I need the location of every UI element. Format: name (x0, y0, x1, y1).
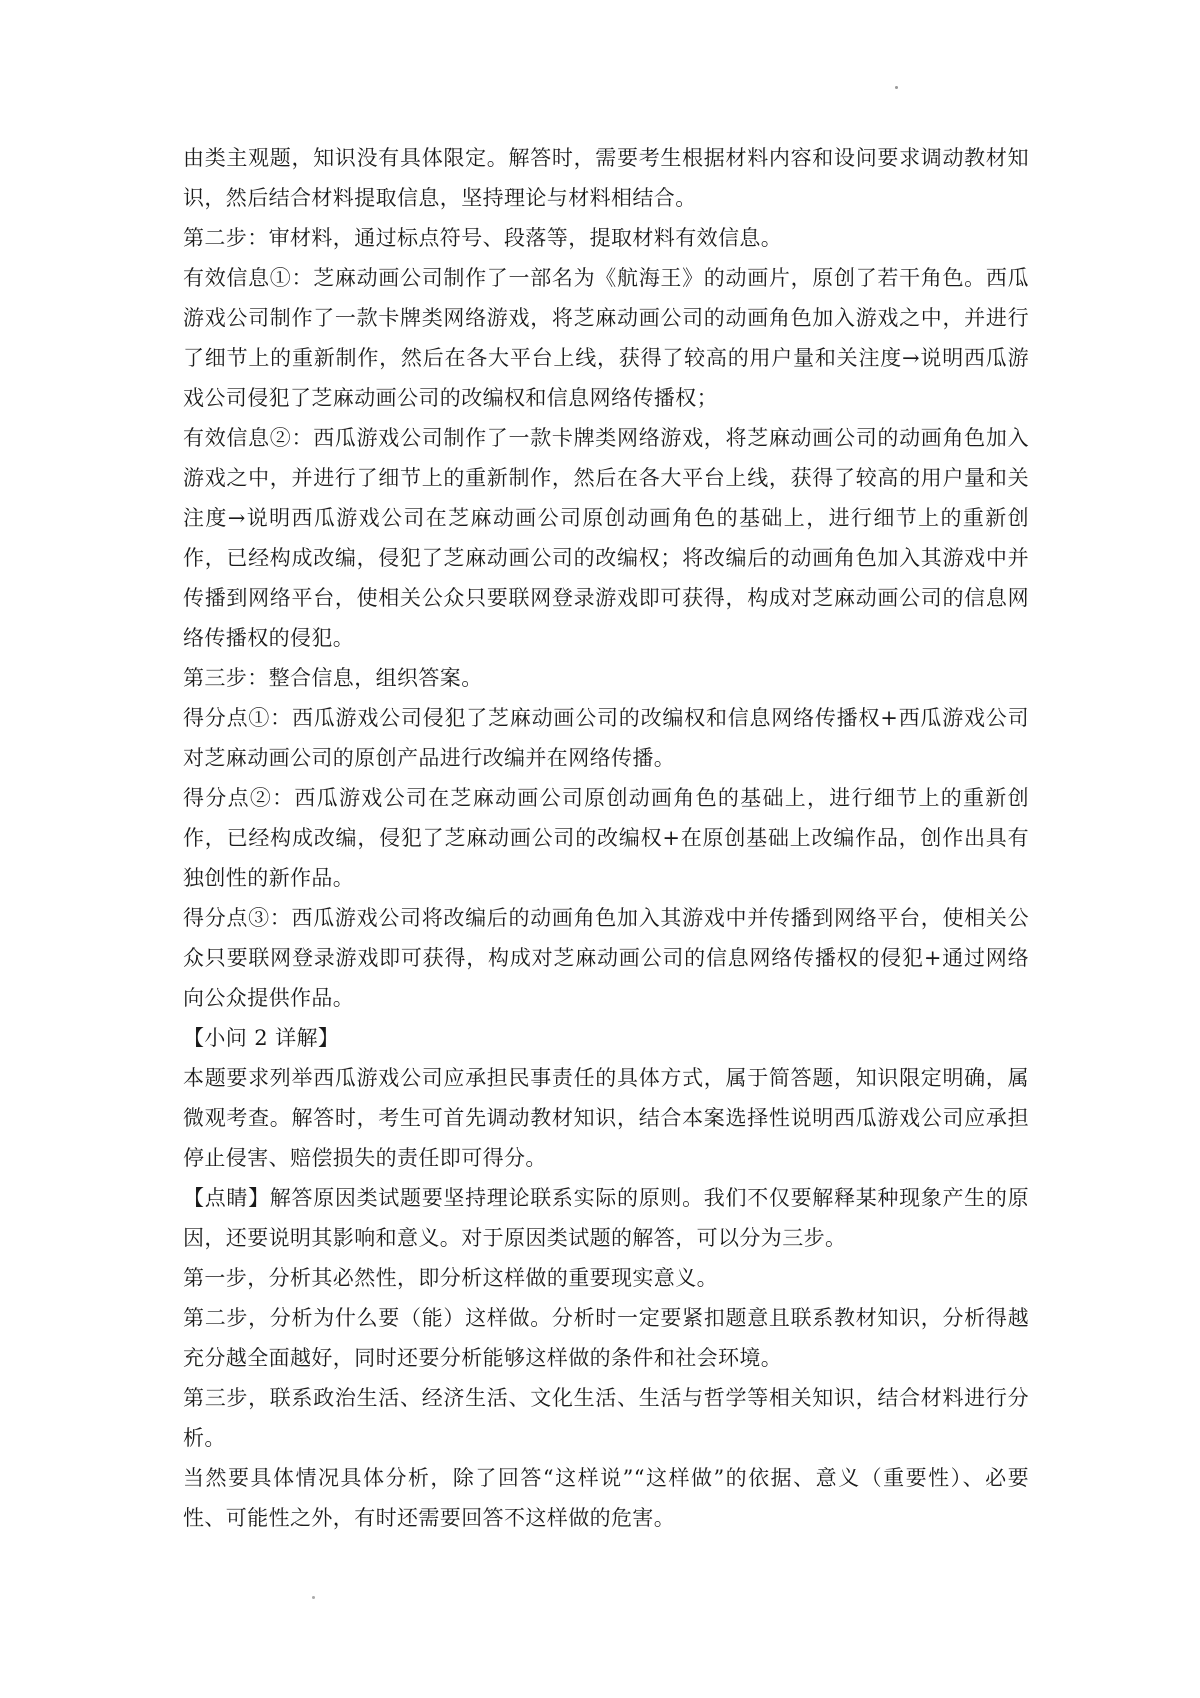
paragraph-key-point: 【点睛】解答原因类试题要坚持理论联系实际的原则。我们不仅要解释某种现象产生的原因，还要说明其影响和意义。对于原因类试题的解答，可以分为三步。 (183, 1186, 1029, 1250)
paragraph-intro-continued: 由类主观题，知识没有具体限定。解答时，需要考生根据材料内容和设问要求调动教材知识，然后结合材料提取信息，坚持理论与材料相结合。 (183, 146, 1029, 210)
document-body (183, 138, 1029, 1538)
paragraph-method-step-3: 第三步，联系政治生活、经济生活、文化生活、生活与哲学等相关知识，结合材料进行分析。 (183, 1386, 1029, 1450)
paragraph-step-three: 第三步：整合信息，组织答案。 (183, 666, 483, 690)
paragraph-question-2-detail: 本题要求列举西瓜游戏公司应承担民事责任的具体方式，属于简答题，知识限定明确，属微观考查。解答时，考生可首先调动教材知识，结合本案选择性说明西瓜游戏公司应承担停止侵害、赔偿损失的责任即可得分。 (183, 1066, 1029, 1170)
paragraph-info-2: 有效信息②：西瓜游戏公司制作了一款卡牌类网络游戏，将芝麻动画公司的动画角色加入游戏之中，并进行了细节上的重新制作，然后在各大平台上线，获得了较高的用户量和关注度→说明西瓜游戏公司在芝麻动画公司原创动画角色的基础上，进行细节上的重新创作，已经构成改编，侵犯了芝麻动画公司的改编权；将改编后的动画角色加入其游戏中并传播到网络平台，使相关公众只要联网登录游戏即可获得，构成对芝麻动画公司的信息网络传播权的侵犯。 (183, 426, 1029, 650)
paragraph-score-1: 得分点①：西瓜游戏公司侵犯了芝麻动画公司的改编权和信息网络传播权+西瓜游戏公司对芝麻动画公司的原创产品进行改编并在网络传播。 (183, 706, 1029, 770)
paragraph-score-3: 得分点③：西瓜游戏公司将改编后的动画角色加入其游戏中并传播到网络平台，使相关公众只要联网登录游戏即可获得，构成对芝麻动画公司的信息网络传播权的侵犯+通过网络向公众提供作品。 (183, 906, 1029, 1010)
scan-speck (895, 86, 898, 89)
paragraph-info-1: 有效信息①：芝麻动画公司制作了一部名为《航海王》的动画片，原创了若干角色。西瓜游戏公司制作了一款卡牌类网络游戏，将芝麻动画公司的动画角色加入游戏之中，并进行了细节上的重新制作，然后在各大平台上线，获得了较高的用户量和关注度→说明西瓜游戏公司侵犯了芝麻动画公司的改编权和信息网络传播权； (183, 266, 1029, 410)
section-heading-question-2: 【小问 2 详解】 (183, 1026, 340, 1050)
paragraph-method-step-1: 第一步，分析其必然性，即分析这样做的重要现实意义。 (183, 1266, 718, 1290)
scan-speck (312, 1596, 315, 1599)
paragraph-step-two: 第二步：审材料，通过标点符号、段落等，提取材料有效信息。 (183, 226, 783, 250)
paragraph-conclusion: 当然要具体情况具体分析，除了回答“这样说”“这样做”的依据、意义（重要性）、必要性、可能性之外，有时还需要回答不这样做的危害。 (183, 1466, 1029, 1530)
paragraph-method-step-2: 第二步，分析为什么要（能）这样做。分析时一定要紧扣题意且联系教材知识，分析得越充分越全面越好，同时还要分析能够这样做的条件和社会环境。 (183, 1306, 1029, 1370)
paragraph-score-2: 得分点②：西瓜游戏公司在芝麻动画公司原创动画角色的基础上，进行细节上的重新创作，已经构成改编，侵犯了芝麻动画公司的改编权+在原创基础上改编作品，创作出具有独创性的新作品。 (183, 786, 1029, 890)
